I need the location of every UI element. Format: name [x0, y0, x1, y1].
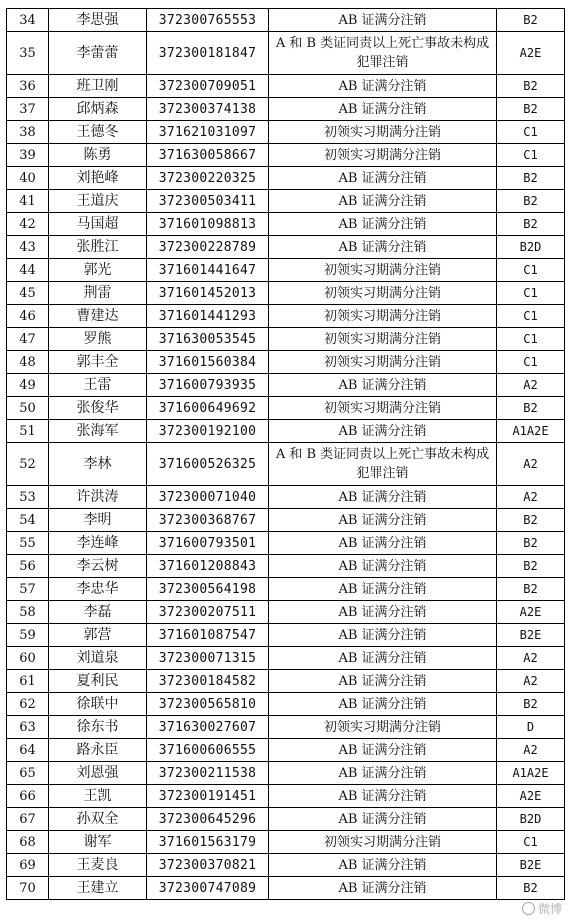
- license-class-cell: A2: [497, 374, 565, 397]
- table-row: [7, 259, 565, 282]
- deregistration-reason-cell: AB 证满分注销: [269, 785, 497, 808]
- row-number-cell: 44: [7, 259, 49, 282]
- row-number-cell: 42: [7, 213, 49, 236]
- person-name-cell: 荆雷: [49, 282, 147, 305]
- table-row: [7, 877, 565, 900]
- person-name-cell: 许洪涛: [49, 486, 147, 509]
- license-class-cell: B2E: [497, 624, 565, 647]
- table-row: [7, 305, 565, 328]
- license-class-cell: B2: [497, 877, 565, 900]
- person-name-cell: 李蕾蕾: [49, 32, 147, 75]
- row-number-cell: 56: [7, 555, 49, 578]
- table-row: [7, 98, 565, 121]
- row-number-cell: 34: [7, 9, 49, 32]
- deregistration-reason-cell: AB 证满分注销: [269, 420, 497, 443]
- table-row: [7, 167, 565, 190]
- person-name-cell: 班卫刚: [49, 75, 147, 98]
- deregistration-reason-cell: AB 证满分注销: [269, 532, 497, 555]
- table-row: [7, 144, 565, 167]
- license-class-cell: A2: [497, 647, 565, 670]
- license-id-cell: 371601087547: [147, 624, 269, 647]
- table-row: [7, 785, 565, 808]
- table-row: [7, 739, 565, 762]
- license-id-cell: 372300368767: [147, 509, 269, 532]
- person-name-cell: 王麦良: [49, 854, 147, 877]
- license-class-cell: B2: [497, 98, 565, 121]
- license-id-cell: 371600526325: [147, 443, 269, 486]
- deregistration-reason-cell: AB 证满分注销: [269, 98, 497, 121]
- license-class-cell: A2: [497, 486, 565, 509]
- license-id-cell: 371601208843: [147, 555, 269, 578]
- license-id-cell: 372300645296: [147, 808, 269, 831]
- deregistration-reason-cell: AB 证满分注销: [269, 213, 497, 236]
- license-id-cell: 372300765553: [147, 9, 269, 32]
- table-row: [7, 397, 565, 420]
- row-number-cell: 60: [7, 647, 49, 670]
- row-number-cell: 62: [7, 693, 49, 716]
- deregistration-reason-cell: AB 证满分注销: [269, 601, 497, 624]
- license-id-cell: 372300071040: [147, 486, 269, 509]
- license-id-cell: 372300709051: [147, 75, 269, 98]
- license-class-cell: C1: [497, 831, 565, 854]
- license-class-cell: B2: [497, 167, 565, 190]
- license-id-cell: 371630053545: [147, 328, 269, 351]
- person-name-cell: 李林: [49, 443, 147, 486]
- deregistration-reason-cell: 初领实习期满分注销: [269, 282, 497, 305]
- row-number-cell: 48: [7, 351, 49, 374]
- license-id-cell: 372300071315: [147, 647, 269, 670]
- license-id-cell: 371600793501: [147, 532, 269, 555]
- license-class-cell: A1A2E: [497, 762, 565, 785]
- deregistration-reason-cell: AB 证满分注销: [269, 670, 497, 693]
- table-row: [7, 762, 565, 785]
- person-name-cell: 李云树: [49, 555, 147, 578]
- table-row: [7, 75, 565, 98]
- deregistration-reason-cell: 初领实习期满分注销: [269, 144, 497, 167]
- row-number-cell: 69: [7, 854, 49, 877]
- person-name-cell: 陈勇: [49, 144, 147, 167]
- deregistration-reason-cell: AB 证满分注销: [269, 9, 497, 32]
- table-body: [7, 9, 565, 900]
- license-class-cell: B2: [497, 190, 565, 213]
- license-id-cell: 372300220325: [147, 167, 269, 190]
- deregistration-reason-cell: 初领实习期满分注销: [269, 305, 497, 328]
- license-id-cell: 372300181847: [147, 32, 269, 75]
- table-row: [7, 831, 565, 854]
- license-class-cell: A1A2E: [497, 420, 565, 443]
- table-row: [7, 236, 565, 259]
- license-id-cell: 372300565810: [147, 693, 269, 716]
- table-row: [7, 647, 565, 670]
- deregistration-reason-cell: AB 证满分注销: [269, 624, 497, 647]
- license-class-cell: C1: [497, 328, 565, 351]
- deregistration-reason-cell: 初领实习期满分注销: [269, 328, 497, 351]
- table-row: [7, 443, 565, 486]
- deregistration-reason-cell: AB 证满分注销: [269, 808, 497, 831]
- license-id-cell: 371600606555: [147, 739, 269, 762]
- person-name-cell: 罗熊: [49, 328, 147, 351]
- license-class-cell: C1: [497, 121, 565, 144]
- license-class-cell: B2: [497, 397, 565, 420]
- row-number-cell: 67: [7, 808, 49, 831]
- deregistration-reason-cell: 初领实习期满分注销: [269, 121, 497, 144]
- row-number-cell: 38: [7, 121, 49, 144]
- table-row: [7, 578, 565, 601]
- weibo-logo-icon: [522, 902, 535, 915]
- person-name-cell: 李思强: [49, 9, 147, 32]
- person-name-cell: 王雷: [49, 374, 147, 397]
- deregistration-reason-cell: AB 证满分注销: [269, 555, 497, 578]
- deregistration-reason-cell: AB 证满分注销: [269, 854, 497, 877]
- row-number-cell: 70: [7, 877, 49, 900]
- license-class-cell: A2E: [497, 601, 565, 624]
- person-name-cell: 王德冬: [49, 121, 147, 144]
- table-row: [7, 351, 565, 374]
- license-class-cell: B2: [497, 75, 565, 98]
- deregistration-reason-cell: AB 证满分注销: [269, 739, 497, 762]
- person-name-cell: 张胜江: [49, 236, 147, 259]
- person-name-cell: 郭丰全: [49, 351, 147, 374]
- deregistration-reason-cell: AB 证满分注销: [269, 75, 497, 98]
- table-row: [7, 486, 565, 509]
- person-name-cell: 刘道泉: [49, 647, 147, 670]
- license-class-cell: C1: [497, 351, 565, 374]
- person-name-cell: 刘艳峰: [49, 167, 147, 190]
- row-number-cell: 47: [7, 328, 49, 351]
- deregistration-reason-cell: AB 证满分注销: [269, 486, 497, 509]
- license-class-cell: A2E: [497, 32, 565, 75]
- row-number-cell: 35: [7, 32, 49, 75]
- person-name-cell: 徐东书: [49, 716, 147, 739]
- license-id-cell: 371601563179: [147, 831, 269, 854]
- license-id-cell: 371600793935: [147, 374, 269, 397]
- deregistration-reason-cell: 初领实习期满分注销: [269, 259, 497, 282]
- table-row: [7, 32, 565, 75]
- deregistration-reason-cell: AB 证满分注销: [269, 877, 497, 900]
- license-id-cell: 371600649692: [147, 397, 269, 420]
- person-name-cell: 郭光: [49, 259, 147, 282]
- person-name-cell: 孙双全: [49, 808, 147, 831]
- table-row: [7, 121, 565, 144]
- deregistration-reason-cell: AB 证满分注销: [269, 509, 497, 532]
- deregistration-reason-cell: 初领实习期满分注销: [269, 397, 497, 420]
- license-class-cell: C1: [497, 144, 565, 167]
- deregistration-reason-cell: AB 证满分注销: [269, 236, 497, 259]
- table-row: [7, 716, 565, 739]
- license-class-cell: A2: [497, 670, 565, 693]
- person-name-cell: 谢军: [49, 831, 147, 854]
- person-name-cell: 邱炳森: [49, 98, 147, 121]
- person-name-cell: 马国超: [49, 213, 147, 236]
- row-number-cell: 68: [7, 831, 49, 854]
- license-class-cell: B2: [497, 555, 565, 578]
- row-number-cell: 46: [7, 305, 49, 328]
- row-number-cell: 57: [7, 578, 49, 601]
- license-class-cell: B2: [497, 9, 565, 32]
- table-row: [7, 854, 565, 877]
- table-row: [7, 670, 565, 693]
- person-name-cell: 郭营: [49, 624, 147, 647]
- person-name-cell: 夏利民: [49, 670, 147, 693]
- row-number-cell: 58: [7, 601, 49, 624]
- license-class-cell: B2: [497, 578, 565, 601]
- table-row: [7, 532, 565, 555]
- license-class-cell: C1: [497, 305, 565, 328]
- watermark: [522, 900, 562, 917]
- person-name-cell: 王道庆: [49, 190, 147, 213]
- row-number-cell: 40: [7, 167, 49, 190]
- license-id-cell: 372300184582: [147, 670, 269, 693]
- row-number-cell: 63: [7, 716, 49, 739]
- license-class-cell: B2: [497, 213, 565, 236]
- deregistration-reason-cell: 初领实习期满分注销: [269, 351, 497, 374]
- row-number-cell: 41: [7, 190, 49, 213]
- watermark-text: 微博: [537, 902, 562, 916]
- license-class-cell: B2: [497, 532, 565, 555]
- license-id-cell: 371601441647: [147, 259, 269, 282]
- person-name-cell: 李连峰: [49, 532, 147, 555]
- table-row: [7, 282, 565, 305]
- deregistration-reason-cell: 初领实习期满分注销: [269, 716, 497, 739]
- row-number-cell: 50: [7, 397, 49, 420]
- row-number-cell: 39: [7, 144, 49, 167]
- deregistration-table: [6, 8, 565, 900]
- row-number-cell: 54: [7, 509, 49, 532]
- license-id-cell: 371621031097: [147, 121, 269, 144]
- license-id-cell: 372300191451: [147, 785, 269, 808]
- deregistration-reason-cell: AB 证满分注销: [269, 578, 497, 601]
- person-name-cell: 张俊华: [49, 397, 147, 420]
- deregistration-reason-cell: 初领实习期满分注销: [269, 831, 497, 854]
- license-id-cell: 371601560384: [147, 351, 269, 374]
- row-number-cell: 53: [7, 486, 49, 509]
- table-row: [7, 213, 565, 236]
- table-row: [7, 509, 565, 532]
- row-number-cell: 65: [7, 762, 49, 785]
- license-class-cell: C1: [497, 282, 565, 305]
- license-class-cell: A2: [497, 739, 565, 762]
- row-number-cell: 43: [7, 236, 49, 259]
- license-id-cell: 371601452013: [147, 282, 269, 305]
- row-number-cell: 52: [7, 443, 49, 486]
- license-id-cell: 372300370821: [147, 854, 269, 877]
- license-id-cell: 372300207511: [147, 601, 269, 624]
- table-row: [7, 190, 565, 213]
- person-name-cell: 刘恩强: [49, 762, 147, 785]
- license-id-cell: 371601098813: [147, 213, 269, 236]
- row-number-cell: 66: [7, 785, 49, 808]
- license-id-cell: 372300192100: [147, 420, 269, 443]
- table-row: [7, 601, 565, 624]
- table-row: [7, 374, 565, 397]
- license-class-cell: A2: [497, 443, 565, 486]
- license-id-cell: 371630027607: [147, 716, 269, 739]
- table-row: [7, 555, 565, 578]
- row-number-cell: 61: [7, 670, 49, 693]
- license-class-cell: B2D: [497, 808, 565, 831]
- license-class-cell: D: [497, 716, 565, 739]
- person-name-cell: 张海军: [49, 420, 147, 443]
- row-number-cell: 36: [7, 75, 49, 98]
- row-number-cell: 51: [7, 420, 49, 443]
- row-number-cell: 64: [7, 739, 49, 762]
- license-class-cell: B2E: [497, 854, 565, 877]
- table-row: [7, 624, 565, 647]
- person-name-cell: 王凯: [49, 785, 147, 808]
- license-class-cell: B2: [497, 509, 565, 532]
- license-class-cell: A2E: [497, 785, 565, 808]
- deregistration-reason-cell: AB 证满分注销: [269, 693, 497, 716]
- person-name-cell: 李明: [49, 509, 147, 532]
- license-class-cell: B2: [497, 693, 565, 716]
- person-name-cell: 李忠华: [49, 578, 147, 601]
- deregistration-reason-cell: A 和 B 类证同责以上死亡事故未构成犯罪注销: [269, 32, 497, 75]
- person-name-cell: 李磊: [49, 601, 147, 624]
- license-id-cell: 372300503411: [147, 190, 269, 213]
- table-row: [7, 693, 565, 716]
- deregistration-reason-cell: AB 证满分注销: [269, 167, 497, 190]
- license-class-cell: B2D: [497, 236, 565, 259]
- person-name-cell: 路永臣: [49, 739, 147, 762]
- license-id-cell: 372300564198: [147, 578, 269, 601]
- license-class-cell: C1: [497, 259, 565, 282]
- row-number-cell: 55: [7, 532, 49, 555]
- row-number-cell: 59: [7, 624, 49, 647]
- deregistration-reason-cell: AB 证满分注销: [269, 647, 497, 670]
- person-name-cell: 王建立: [49, 877, 147, 900]
- person-name-cell: 徐联中: [49, 693, 147, 716]
- table-row: [7, 328, 565, 351]
- table-row: [7, 9, 565, 32]
- license-id-cell: 372300228789: [147, 236, 269, 259]
- license-id-cell: 371630058667: [147, 144, 269, 167]
- deregistration-reason-cell: AB 证满分注销: [269, 374, 497, 397]
- row-number-cell: 49: [7, 374, 49, 397]
- license-id-cell: 372300374138: [147, 98, 269, 121]
- deregistration-reason-cell: AB 证满分注销: [269, 762, 497, 785]
- row-number-cell: 37: [7, 98, 49, 121]
- deregistration-reason-cell: AB 证满分注销: [269, 190, 497, 213]
- deregistration-reason-cell: A 和 B 类证同责以上死亡事故未构成犯罪注销: [269, 443, 497, 486]
- license-id-cell: 372300747089: [147, 877, 269, 900]
- table-row: [7, 808, 565, 831]
- person-name-cell: 曹建达: [49, 305, 147, 328]
- table-row: [7, 420, 565, 443]
- row-number-cell: 45: [7, 282, 49, 305]
- license-id-cell: 371601441293: [147, 305, 269, 328]
- license-id-cell: 372300211538: [147, 762, 269, 785]
